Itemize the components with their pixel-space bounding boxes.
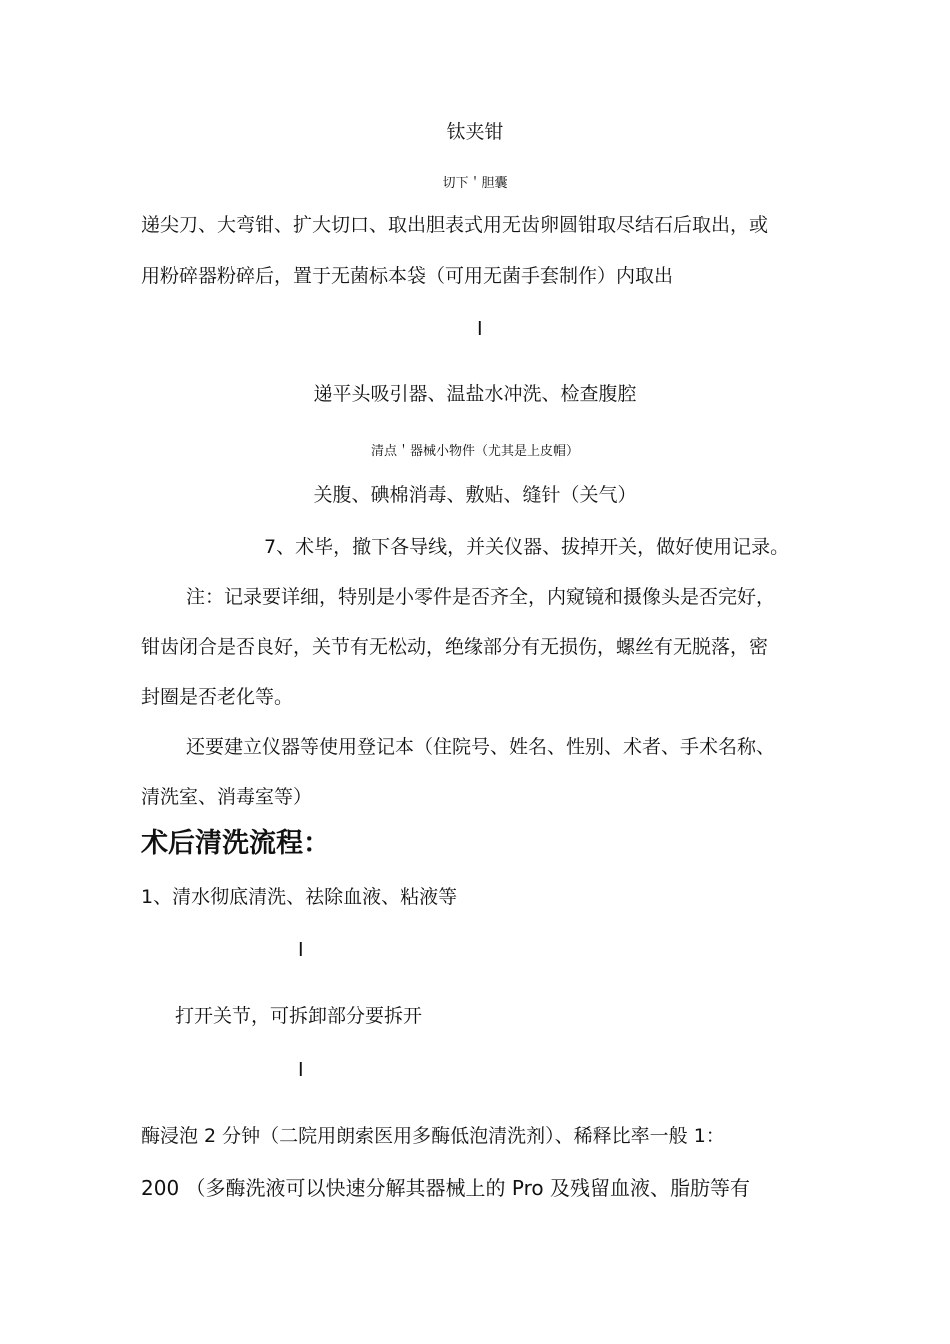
note-line1: 注：记录要详细，特别是小零件是否齐全，内窥镜和摄像头是否完好， xyxy=(186,586,776,608)
flow-step-cut-gallbladder: 切下＇胆囊 xyxy=(442,176,508,191)
cleaning-step3-line2: 200 （多酶洗液可以快速分解其器械上的 Pro 及残留血液、脂肪等有 xyxy=(141,1176,750,1200)
cleaning-arrow-1: I xyxy=(298,939,304,961)
item-7: 7、术毕，撤下各导线，并关仪器、拔掉开关，做好使用记录。 xyxy=(264,536,790,558)
cleaning-arrow-2: I xyxy=(298,1059,304,1081)
flow-arrow-1: I xyxy=(477,318,483,340)
section-title: 术后清洗流程： xyxy=(141,828,330,859)
cleaning-step1: 1、清水彻底清洗、祛除血液、粘液等 xyxy=(141,886,458,908)
flow-step-extract-line2: 用粉碎器粉碎后，置于无菌标本袋（可用无菌手套制作）内取出 xyxy=(141,265,674,287)
note-line3: 封圈是否老化等。 xyxy=(141,686,294,708)
note-line2: 钳齿闭合是否良好，关节有无松动，绝缘部分有无损伤，螺丝有无脱落，密 xyxy=(141,636,769,658)
register-line2: 清洗室、消毒室等） xyxy=(141,786,313,808)
register-line1: 还要建立仪器等使用登记本（住院号、姓名、性别、术者、手术名称、 xyxy=(186,736,776,758)
flow-step-extract-line1: 递尖刀、大弯钳、扩大切口、取出胆表式用无齿卵圆钳取尽结石后取出，或 xyxy=(141,214,769,236)
flow-step-suction: 递平头吸引器、温盐水冲洗、检查腹腔 xyxy=(313,383,637,405)
flow-step-count: 清点＇器械小物件（尤其是上皮帽） xyxy=(370,444,579,459)
flow-step-titanium-clip: 钛夹钳 xyxy=(446,121,504,143)
cleaning-step3-line1: 酶浸泡 2 分钟（二院用朗索医用多酶低泡清洗剂）、稀释比率一般 1： xyxy=(141,1125,725,1147)
cleaning-step2: 打开关节，可拆卸部分要拆开 xyxy=(175,1005,423,1027)
flow-step-close: 关腹、碘棉消毒、敷贴、缝针（关气） xyxy=(313,484,637,506)
